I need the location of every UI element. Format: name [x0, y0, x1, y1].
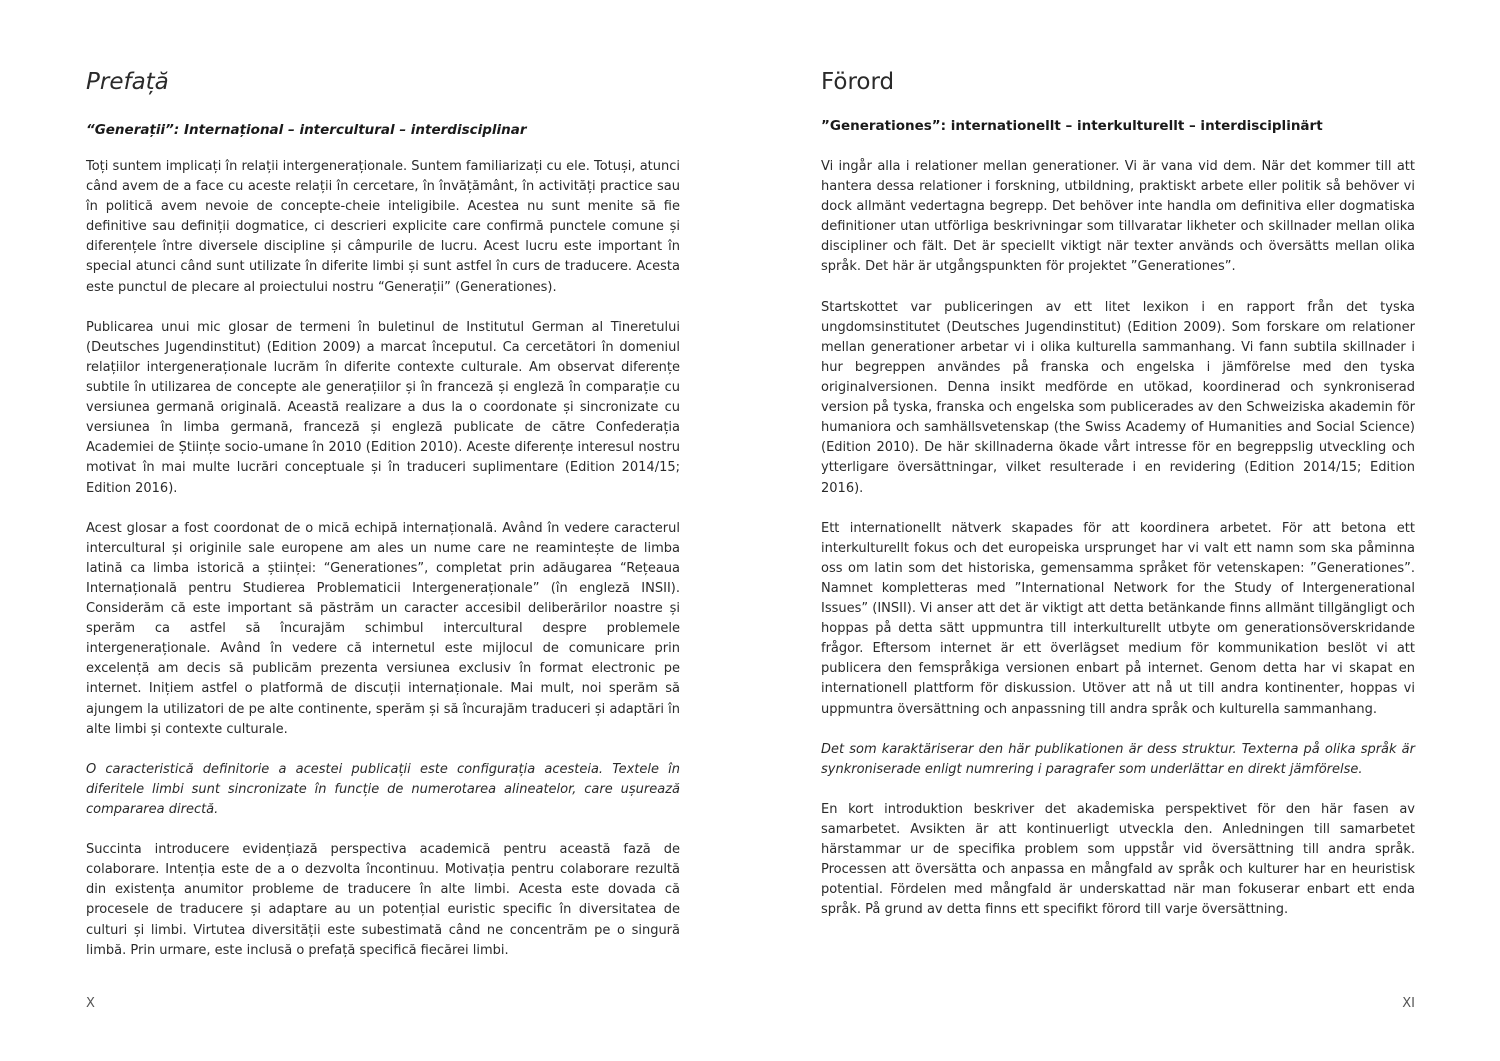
paragraph: Publicarea unui mic glosar de termeni în buletinul de Institutul German al Tineretului (Deutsches Jugendinstitut) (Edition 2009) a marcat începutul. Ca cercetători în domeniul relațiilor intergeneraționale lucrăm în diferite contexte culturale. Am observat diferențe subtile în utilizarea de concepte ale generațiilor și în franceză și engleză în comparație cu versiunea germană originală. Această realizare a dus la o coordonate și sincronizate cu versiunea în limba germană, franceză și engleză publicate de către Confederația Academiei de Științe socio-umane în 2010 (Edition 2010). Aceste diferențe interesul nostru motivat în mai multe lucrări conceptuale și în traduceri suplimentare (Edition 2014/15; Edition 2016). [86, 319, 680, 496]
body-text [821, 157, 1415, 941]
page-heading: Förord [821, 69, 895, 95]
paragraph: Ett internationellt nätverk skapades för att koordinera arbetet. För att betona ett interkulturellt fokus och det europeiska ursprunget har vi valt ett namn som ska påminna oss om latin som det historiska, gemensamma språket för vetenskapen: ”Generationes”. Namnet kompletteras med ”International Network for the Study of Intergenerational Issues” (INSII). Vi anser att det är viktigt att detta betänkande finns allmänt tillgängligt och hoppas på detta sätt uppmuntra till interkulturellt utbyte om generationsöverskridande frågor. Eftersom internet är ett överlägset medium för kommunikation beslöt vi att publicera den femspråkiga versionen enbart på internet. Genom detta har vi skapat en internationell plattform för diskussion. Utöver att nå ut till andra kontinenter, hoppas vi uppmuntra översättning och anpassning till andra språk och kulturella sammanhang. [821, 520, 1416, 717]
paragraph: Succinta introducere evidențiază perspectiva academică pentru această fază de colaborare. Intenția este de a o dezvolta încontinuu. Motivația pentru colaborare rezultă din existența anumitor probleme de traducere în alte limbi. Acesta este dovada că procesele de traducere și adaptare au un potențial euristic specific în diversitatea de culturi și limbi. Virtutea diversității este subestimată când ne concentrăm pe o singură limbă. Prin urmare, este inclusă o prefață specifică fiecărei limbi. [86, 842, 680, 958]
page-heading: Prefață [86, 69, 169, 95]
left-page [86, 0, 680, 1061]
paragraph-italic: Det som karaktäriserar den här publikationen är dess struktur. Texterna på olika språk är synkroniserade enligt numrering i paragrafer som underlättar en direkt jämförelse. [821, 741, 1415, 777]
body-text [86, 157, 680, 981]
page-number: X [86, 996, 95, 1011]
page-number: XI [1402, 996, 1415, 1011]
right-page [821, 0, 1415, 1061]
section-subtitle: ”Generationes”: internationellt – interkulturellt – interdisciplinärt [821, 118, 1323, 134]
paragraph: Vi ingår alla i relationer mellan generationer. Vi är vana vid dem. När det kommer till att hantera dessa relationer i forskning, utbildning, praktiskt arbete eller politik så behöver vi dock allmänt vedertagna begrepp. Det behöver inte handla om definitiva eller dogmatiska definitioner utan utförliga beskrivningar som tillvaratar likheter och skillnader mellan olika discipliner och fält. Det är speciellt viktigt när texter används och översätts mellan olika språk. Det här är utgångspunkten för projektet ”Generationes”. [821, 159, 1415, 275]
paragraph: Toți suntem implicați în relații intergeneraționale. Suntem familiarizați cu ele. Totuși, atunci când avem de a face cu aceste relații în cercetare, în învățământ, în activități practice sau în politică avem nevoie de concepte-cheie inteligibile. Acestea nu sunt menite să fie definitive sau definiții dogmatice, ci descrieri explicite care confirmă punctele comune și diferențele între diversele discipline și câmpurile de lucru. Acest lucru este important în special atunci când sunt utilizate în diferite limbi și sunt astfel în curs de traducere. Acesta este punctul de plecare al proiectului nostru “Generații” (Generationes). [86, 159, 680, 295]
paragraph: Acest glosar a fost coordonat de o mică echipă internațională. Având în vedere caracterul intercultural și originile sale europene am ales un nume care ne reamintește de limba latină ca limba istorică a științei: “Generationes”, completat prin adăugarea “Rețeaua Internațională pentru Studierea Problematicii Intergeneraționale” (în engleză INSII). Considerăm că este important să păstrăm un caracter accesibil deliberărilor noastre și sperăm ca astfel să încurajăm schimbul intercultural despre problemele intergeneraționale. Având în vedere că internetul este mijlocul de comunicare prin excelență am decis să publicăm prezenta versiunea exclusiv în format electronic pe internet. Inițiem astfel o platformă de discuții internaționale. Mai mult, noi sperăm să ajungem la utilizatori de pe alte continente, sperăm și să încurajăm traduceri și adaptări în alte limbi și contexte culturale. [86, 520, 680, 737]
paragraph: En kort introduktion beskriver det akademiska perspektivet för den här fasen av samarbetet. Avsikten är att kontinuerligt utveckla den. Anledningen till samarbetet härstammar ur de specifika problem som uppstår vid översättning till andra språk. Processen att översätta och anpassa en mångfald av språk och kulturer har en heuristisk potential. Fördelen med mångfald är underskattad när man fokuserar enbart ett enda språk. På grund av detta finns ett specifikt förord till varje översättning. [821, 802, 1415, 918]
section-subtitle: “Generații”: Internațional – intercultural – interdisciplinar [86, 122, 527, 138]
paragraph: Startskottet var publiceringen av ett litet lexikon i en rapport från det tyska ungdomsinstitutet (Deutsches Jugendinstitut) (Edition 2009). Som forskare om relationer mellan generationer arbetar vi i olika kulturella sammanhang. Vi fann subtila skillnader i hur begreppen användes på franska och engelska i jämförelse med den tyska originalversionen. Denna insikt medförde en utökad, koordinerad och synkroniserad version på tyska, franska och engelska som publicerades av den Schweiziska akademin för humaniora och samhällsvetenskap (the Swiss Academy of Humanities and Social Science) (Edition 2010). De här skillnaderna ökade vårt intresse för en begreppslig utveckling och ytterligare översättningar, vilket resulterade i en revidering (Edition 2014/15; Edition 2016). [821, 299, 1415, 496]
paragraph-italic: O caracteristică definitorie a acestei publicații este configurația acesteia. Textele în diferitele limbi sunt sincronizate în funcție de numerotarea alineatelor, care ușurează compararea directă. [86, 761, 680, 817]
